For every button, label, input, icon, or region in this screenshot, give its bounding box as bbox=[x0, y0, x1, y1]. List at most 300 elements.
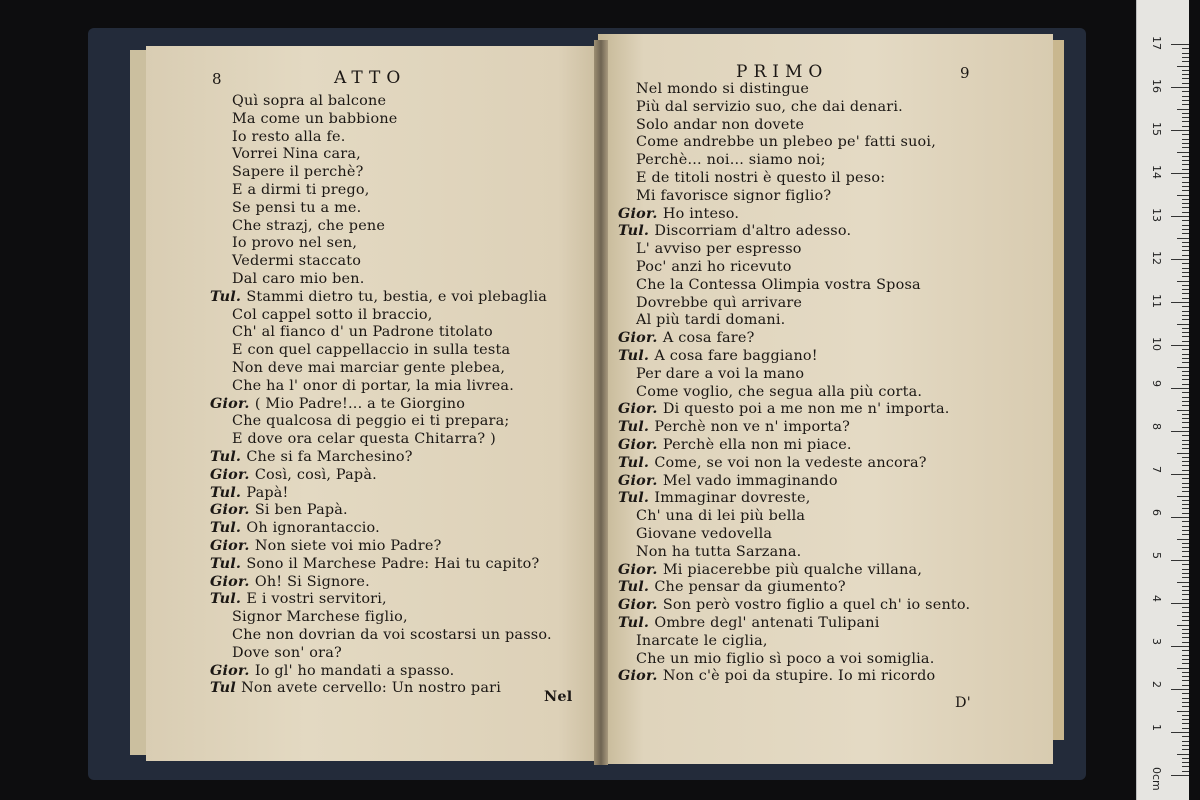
ruler-label: 14 bbox=[1150, 165, 1163, 179]
text-line bbox=[210, 555, 539, 573]
ruler-minor-tick bbox=[1182, 590, 1189, 591]
ruler-minor-tick bbox=[1182, 543, 1189, 544]
ruler-label: 9 bbox=[1150, 380, 1163, 387]
speaker-label: Gior. bbox=[618, 436, 663, 453]
line-text: Mi favorisce signor figlio? bbox=[636, 187, 832, 204]
ruler-minor-tick bbox=[1182, 736, 1189, 737]
ruler-minor-tick bbox=[1182, 164, 1189, 165]
ruler-minor-tick bbox=[1182, 276, 1189, 277]
ruler-minor-tick bbox=[1182, 70, 1189, 71]
ruler-label: 3 bbox=[1150, 638, 1163, 645]
ruler-minor-tick bbox=[1182, 642, 1189, 643]
speaker-label: Tul. bbox=[210, 448, 247, 465]
line-text: Non c'è poi da stupire. Io mi ricordo bbox=[662, 668, 936, 685]
line-text: E i vostri servitori, bbox=[246, 591, 387, 608]
ruler-minor-tick bbox=[1182, 663, 1189, 664]
line-text: Dovrebbe quì arrivare bbox=[636, 294, 803, 311]
ruler-minor-tick bbox=[1182, 418, 1189, 419]
ruler-label: 17 bbox=[1150, 36, 1163, 50]
ruler-minor-tick bbox=[1182, 225, 1189, 226]
line-text: Non siete voi mio Padre? bbox=[254, 538, 442, 554]
text-line bbox=[618, 205, 739, 223]
text-line bbox=[232, 92, 386, 110]
ruler-minor-tick bbox=[1182, 569, 1189, 570]
ruler-minor-tick bbox=[1182, 745, 1189, 746]
ruler-label: 7 bbox=[1150, 466, 1163, 473]
ruler-minor-tick bbox=[1182, 263, 1189, 264]
ruler-minor-tick bbox=[1182, 186, 1189, 187]
ruler-minor-tick bbox=[1182, 526, 1189, 527]
text-line bbox=[232, 608, 408, 626]
ruler-minor-tick bbox=[1182, 685, 1189, 686]
ruler-minor-tick bbox=[1182, 298, 1189, 299]
ruler-minor-tick bbox=[1177, 711, 1189, 712]
line-text: L' avviso per espresso bbox=[636, 241, 802, 258]
ruler-tick bbox=[1171, 732, 1189, 733]
ruler-minor-tick bbox=[1182, 272, 1189, 273]
ruler-minor-tick bbox=[1182, 242, 1189, 243]
speaker-label: Gior. bbox=[210, 465, 255, 483]
ruler-minor-tick bbox=[1182, 728, 1189, 729]
page-number: 9 bbox=[960, 64, 970, 82]
ruler-minor-tick bbox=[1182, 599, 1189, 600]
ruler-minor-tick bbox=[1182, 78, 1189, 79]
ruler-minor-tick bbox=[1182, 655, 1189, 656]
ruler-minor-tick bbox=[1182, 457, 1189, 458]
text-line bbox=[618, 436, 852, 454]
ruler-minor-tick bbox=[1182, 285, 1189, 286]
ruler-minor-tick bbox=[1182, 397, 1189, 398]
ruler-minor-tick bbox=[1182, 508, 1189, 509]
ruler-minor-tick bbox=[1182, 332, 1189, 333]
speaker-label: Tul. bbox=[618, 453, 655, 471]
text-line bbox=[618, 329, 755, 347]
text-line bbox=[636, 98, 903, 116]
speaker-label: Tul. bbox=[618, 614, 655, 631]
ruler-minor-tick bbox=[1182, 358, 1189, 359]
ruler-minor-tick bbox=[1182, 392, 1189, 393]
ruler-label: 0cm bbox=[1150, 767, 1163, 791]
ruler-minor-tick bbox=[1182, 594, 1189, 595]
line-text: A cosa fare baggiano! bbox=[654, 348, 818, 364]
text-line bbox=[232, 110, 398, 128]
ruler-minor-tick bbox=[1182, 478, 1189, 479]
text-line bbox=[636, 632, 768, 650]
ruler-minor-tick bbox=[1182, 762, 1189, 763]
ruler-minor-tick bbox=[1177, 367, 1189, 368]
line-text: A cosa fare? bbox=[662, 330, 755, 347]
text-line bbox=[618, 222, 851, 240]
ruler-label: 12 bbox=[1150, 251, 1163, 265]
speaker-label: Tul. bbox=[210, 287, 247, 305]
ruler-minor-tick bbox=[1182, 637, 1189, 638]
ruler-minor-tick bbox=[1177, 539, 1189, 540]
ruler-tick bbox=[1171, 646, 1189, 647]
line-text: Che qualcosa di peggio ei ti prepara; bbox=[232, 413, 510, 430]
ruler-minor-tick bbox=[1182, 289, 1189, 290]
line-text: ( Mio Padre!... a te Giorgino bbox=[254, 395, 466, 412]
text-line bbox=[210, 573, 370, 591]
text-line bbox=[636, 187, 831, 205]
text-line bbox=[210, 590, 387, 608]
text-line bbox=[636, 507, 805, 525]
text-line bbox=[636, 365, 804, 383]
line-text: Dove son' ora? bbox=[232, 644, 342, 661]
ruler-minor-tick bbox=[1177, 410, 1189, 411]
ruler-minor-tick bbox=[1182, 384, 1189, 385]
speaker-label: Gior. bbox=[618, 471, 663, 489]
speaker-label: Gior. bbox=[618, 560, 663, 578]
ruler-minor-tick bbox=[1182, 319, 1189, 320]
ruler-minor-tick bbox=[1177, 625, 1189, 626]
line-text: Immaginar dovreste, bbox=[654, 490, 811, 507]
ruler-minor-tick bbox=[1182, 427, 1189, 428]
ruler-minor-tick bbox=[1182, 414, 1189, 415]
line-text: Nel mondo si distingue bbox=[636, 81, 810, 97]
line-text: Che pensar da giumento? bbox=[654, 579, 846, 596]
line-text: Perchè ella non mi piace. bbox=[662, 437, 852, 453]
ruler-tick bbox=[1171, 560, 1189, 561]
ruler-minor-tick bbox=[1182, 57, 1189, 58]
ruler-tick bbox=[1171, 259, 1189, 260]
line-text: Che strazj, che pene bbox=[232, 217, 386, 234]
text-line bbox=[232, 626, 552, 644]
text-line bbox=[618, 347, 818, 365]
ruler-minor-tick bbox=[1182, 229, 1189, 230]
ruler-minor-tick bbox=[1182, 341, 1189, 342]
line-text: Perchè non ve n' importa? bbox=[654, 419, 851, 436]
ruler-minor-tick bbox=[1182, 311, 1189, 312]
line-text: Mi piacerebbe più qualche villana, bbox=[662, 561, 923, 578]
ruler-minor-tick bbox=[1182, 139, 1189, 140]
speaker-label: Tul. bbox=[210, 590, 247, 608]
ruler-minor-tick bbox=[1182, 564, 1189, 565]
line-text: Ch' una di lei più bella bbox=[636, 508, 806, 525]
ruler-tick bbox=[1171, 173, 1189, 174]
ruler-minor-tick bbox=[1182, 461, 1189, 462]
line-text: E con quel cappellaccio in sulla testa bbox=[232, 342, 511, 359]
line-text: Quì sopra al balcone bbox=[232, 93, 387, 109]
ruler-minor-tick bbox=[1177, 582, 1189, 583]
ruler-minor-tick bbox=[1182, 177, 1189, 178]
ruler-minor-tick bbox=[1182, 233, 1189, 234]
ruler-minor-tick bbox=[1182, 74, 1189, 75]
text-line bbox=[636, 80, 809, 98]
ruler-minor-tick bbox=[1182, 328, 1189, 329]
ruler-label: 5 bbox=[1150, 552, 1163, 559]
ruler-label: 16 bbox=[1150, 79, 1163, 93]
text-line bbox=[618, 472, 838, 490]
ruler-minor-tick bbox=[1182, 676, 1189, 677]
ruler-tick bbox=[1171, 775, 1189, 776]
line-text: Che non dovrian da voi scostarsi un passo. bbox=[232, 627, 552, 643]
ruler-minor-tick bbox=[1182, 199, 1189, 200]
line-text: Dal caro mio ben. bbox=[232, 271, 365, 287]
text-line bbox=[636, 151, 826, 169]
ruler-tick bbox=[1171, 87, 1189, 88]
ruler-minor-tick bbox=[1182, 650, 1189, 651]
ruler-minor-tick bbox=[1182, 113, 1189, 114]
line-text: Come andrebbe un plebeo pe' fatti suoi, bbox=[636, 134, 936, 151]
ruler-tick bbox=[1171, 345, 1189, 346]
speaker-label: Gior. bbox=[210, 572, 255, 590]
speaker-label: Tul. bbox=[210, 483, 247, 501]
page-header: PRIMO bbox=[736, 62, 829, 82]
ruler-minor-tick bbox=[1182, 134, 1189, 135]
book-gutter bbox=[594, 40, 608, 765]
text-line bbox=[232, 145, 361, 163]
ruler-tick bbox=[1171, 689, 1189, 690]
line-text: Sapere il perchè? bbox=[232, 164, 364, 181]
line-text: Discorriam d'altro adesso. bbox=[654, 223, 852, 240]
text-line bbox=[232, 359, 505, 377]
line-text: Come, se voi non la vedeste ancora? bbox=[654, 454, 927, 471]
ruler-minor-tick bbox=[1182, 504, 1189, 505]
ruler-minor-tick bbox=[1177, 453, 1189, 454]
ruler-minor-tick bbox=[1182, 379, 1189, 380]
ruler-minor-tick bbox=[1182, 156, 1189, 157]
text-line bbox=[210, 395, 465, 413]
ruler-minor-tick bbox=[1182, 586, 1189, 587]
ruler-minor-tick bbox=[1182, 143, 1189, 144]
line-text: Io provo nel sen, bbox=[232, 235, 358, 252]
ruler-minor-tick bbox=[1182, 117, 1189, 118]
ruler-minor-tick bbox=[1182, 491, 1189, 492]
line-text: Io gl' ho mandati a spasso. bbox=[254, 662, 455, 679]
ruler-minor-tick bbox=[1182, 349, 1189, 350]
ruler-label: 15 bbox=[1150, 122, 1163, 136]
ruler-minor-tick bbox=[1182, 53, 1189, 54]
speaker-label: Tul. bbox=[618, 418, 655, 436]
speaker-label: Gior. bbox=[210, 501, 255, 519]
text-line bbox=[232, 217, 385, 235]
line-text: E dove ora celar questa Chitarra? ) bbox=[232, 431, 496, 448]
line-text: Di questo poi a me non me n' importa. bbox=[662, 401, 950, 418]
ruler-minor-tick bbox=[1182, 220, 1189, 221]
text-line bbox=[636, 525, 772, 543]
text-line bbox=[232, 181, 370, 199]
ruler-minor-tick bbox=[1182, 487, 1189, 488]
ruler-minor-tick bbox=[1182, 766, 1189, 767]
ruler-minor-tick bbox=[1182, 693, 1189, 694]
line-text: E a dirmi ti prego, bbox=[232, 182, 370, 198]
ruler-minor-tick bbox=[1182, 607, 1189, 608]
ruler-minor-tick bbox=[1182, 83, 1189, 84]
ruler-minor-tick bbox=[1182, 422, 1189, 423]
line-text: Come voglio, che segua alla più corta. bbox=[636, 383, 923, 400]
line-text: Papà! bbox=[246, 484, 289, 501]
ruler-minor-tick bbox=[1182, 758, 1189, 759]
ruler-minor-tick bbox=[1182, 620, 1189, 621]
text-line bbox=[210, 501, 348, 519]
ruler-minor-tick bbox=[1182, 771, 1189, 772]
text-line bbox=[232, 163, 363, 181]
line-text: Che un mio figlio sì poco a voi somiglia. bbox=[636, 650, 935, 667]
ruler-minor-tick bbox=[1177, 754, 1189, 755]
line-text: Se pensi tu a me. bbox=[232, 199, 362, 216]
ruler-tick bbox=[1171, 216, 1189, 217]
ruler-minor-tick bbox=[1182, 612, 1189, 613]
ruler-minor-tick bbox=[1177, 496, 1189, 497]
ruler-minor-tick bbox=[1177, 152, 1189, 153]
speaker-label: Gior. bbox=[618, 329, 663, 347]
speaker-label: Gior. bbox=[618, 667, 663, 685]
ruler-minor-tick bbox=[1182, 465, 1189, 466]
text-line bbox=[636, 276, 921, 294]
ruler-minor-tick bbox=[1182, 203, 1189, 204]
speaker-label: Tul. bbox=[618, 347, 655, 364]
text-line bbox=[618, 561, 922, 579]
ruler-minor-tick bbox=[1182, 190, 1189, 191]
ruler-minor-tick bbox=[1182, 741, 1189, 742]
speaker-label: Tul. bbox=[618, 489, 655, 507]
text-line bbox=[232, 323, 493, 341]
ruler-minor-tick bbox=[1177, 195, 1189, 196]
line-text: Non avete cervello: Un nostro pari bbox=[241, 680, 501, 697]
line-text: Ch' al fianco d' un Padrone titolato bbox=[232, 324, 493, 341]
ruler-minor-tick bbox=[1182, 672, 1189, 673]
speaker-label: Gior. bbox=[210, 394, 255, 412]
ruler-minor-tick bbox=[1182, 306, 1189, 307]
ruler-minor-tick bbox=[1182, 435, 1189, 436]
text-line bbox=[232, 306, 432, 324]
ruler-minor-tick bbox=[1182, 182, 1189, 183]
line-text: Si ben Papà. bbox=[254, 502, 348, 519]
ruler-minor-tick bbox=[1182, 61, 1189, 62]
ruler-minor-tick bbox=[1182, 702, 1189, 703]
line-text: Mel vado immaginando bbox=[662, 472, 838, 489]
text-line bbox=[232, 270, 365, 288]
text-line bbox=[618, 400, 950, 418]
ruler-minor-tick bbox=[1182, 547, 1189, 548]
ruler-minor-tick bbox=[1182, 715, 1189, 716]
text-line bbox=[618, 578, 846, 596]
ruler-minor-tick bbox=[1182, 483, 1189, 484]
ruler-minor-tick bbox=[1182, 698, 1189, 699]
ruler-label: 11 bbox=[1150, 294, 1163, 308]
line-text: Che ha l' onor di portar, la mia livrea. bbox=[232, 377, 514, 394]
ruler-label: 1 bbox=[1150, 724, 1163, 731]
ruler-minor-tick bbox=[1182, 362, 1189, 363]
text-line bbox=[232, 252, 361, 270]
line-text: Giovane vedovella bbox=[636, 526, 773, 542]
ruler-tick bbox=[1171, 130, 1189, 131]
ruler-tick bbox=[1171, 474, 1189, 475]
text-line bbox=[636, 650, 934, 668]
line-text: Ombre degl' antenati Tulipani bbox=[654, 615, 880, 631]
ruler-minor-tick bbox=[1182, 521, 1189, 522]
line-text: Solo andar non dovete bbox=[636, 116, 805, 133]
ruler-label: 10 bbox=[1150, 337, 1163, 351]
ruler-minor-tick bbox=[1182, 749, 1189, 750]
ruler-minor-tick bbox=[1182, 212, 1189, 213]
text-line bbox=[636, 383, 922, 401]
text-line bbox=[210, 448, 413, 466]
ruler-minor-tick bbox=[1182, 255, 1189, 256]
ruler-minor-tick bbox=[1182, 147, 1189, 148]
left-page bbox=[146, 46, 604, 761]
text-line bbox=[618, 489, 810, 507]
ruler-minor-tick bbox=[1182, 577, 1189, 578]
text-line bbox=[210, 679, 501, 697]
ruler-minor-tick bbox=[1182, 440, 1189, 441]
speaker-label: Gior. bbox=[618, 204, 663, 222]
ruler-minor-tick bbox=[1182, 513, 1189, 514]
ruler-minor-tick bbox=[1177, 66, 1189, 67]
text-line bbox=[232, 644, 342, 662]
ruler-minor-tick bbox=[1182, 719, 1189, 720]
ruler-tick bbox=[1171, 302, 1189, 303]
ruler-minor-tick bbox=[1182, 530, 1189, 531]
line-text: Perchè... noi... siamo noi; bbox=[636, 152, 826, 169]
ruler-minor-tick bbox=[1177, 668, 1189, 669]
ruler-minor-tick bbox=[1182, 448, 1189, 449]
ruler-minor-tick bbox=[1182, 250, 1189, 251]
line-text: Col cappel sotto il braccio, bbox=[232, 306, 433, 323]
text-line bbox=[232, 234, 357, 252]
line-text: Poc' anzi ho ricevuto bbox=[636, 259, 792, 275]
ruler-minor-tick bbox=[1182, 126, 1189, 127]
text-line bbox=[210, 288, 547, 306]
ruler-tick bbox=[1171, 388, 1189, 389]
ruler-minor-tick bbox=[1182, 706, 1189, 707]
speaker-label: Gior. bbox=[210, 537, 255, 554]
speaker-label: Tul bbox=[210, 679, 242, 697]
ruler-minor-tick bbox=[1182, 616, 1189, 617]
ruler-minor-tick bbox=[1177, 281, 1189, 282]
text-line bbox=[210, 466, 377, 484]
line-text: Così, così, Papà. bbox=[254, 466, 377, 483]
ruler-minor-tick bbox=[1182, 104, 1189, 105]
text-line bbox=[210, 537, 442, 555]
text-line bbox=[232, 377, 514, 395]
text-line bbox=[636, 258, 792, 276]
ruler-minor-tick bbox=[1182, 371, 1189, 372]
line-text: Per dare a voi la mano bbox=[636, 365, 805, 382]
ruler-minor-tick bbox=[1182, 91, 1189, 92]
ruler-label: 2 bbox=[1150, 681, 1163, 688]
text-line bbox=[232, 412, 509, 430]
ruler-minor-tick bbox=[1182, 315, 1189, 316]
ruler-minor-tick bbox=[1182, 375, 1189, 376]
ruler-minor-tick bbox=[1177, 109, 1189, 110]
line-text: Io resto alla fe. bbox=[232, 128, 346, 145]
speaker-label: Tul. bbox=[210, 554, 247, 572]
ruler-minor-tick bbox=[1177, 238, 1189, 239]
line-text: Vedermi staccato bbox=[232, 253, 362, 270]
ruler-minor-tick bbox=[1182, 500, 1189, 501]
line-text: Stammi dietro tu, bestia, e voi plebaglia bbox=[246, 288, 548, 305]
ruler-minor-tick bbox=[1182, 121, 1189, 122]
line-text: Vorrei Nina cara, bbox=[232, 146, 361, 163]
ruler-label: 13 bbox=[1150, 208, 1163, 222]
ruler-minor-tick bbox=[1182, 207, 1189, 208]
ruler-minor-tick bbox=[1182, 96, 1189, 97]
text-line bbox=[618, 614, 880, 632]
speaker-label: Tul. bbox=[618, 578, 655, 596]
ruler-minor-tick bbox=[1182, 401, 1189, 402]
text-line bbox=[618, 418, 850, 436]
text-line bbox=[618, 454, 927, 472]
text-line bbox=[636, 543, 801, 561]
catchword: Nel bbox=[544, 688, 573, 705]
line-text: Oh ignorantaccio. bbox=[246, 520, 380, 537]
ruler-minor-tick bbox=[1182, 556, 1189, 557]
line-text: Non deve mai marciar gente plebea, bbox=[232, 360, 506, 376]
text-line bbox=[232, 430, 496, 448]
text-line bbox=[636, 311, 785, 329]
ruler-minor-tick bbox=[1182, 293, 1189, 294]
